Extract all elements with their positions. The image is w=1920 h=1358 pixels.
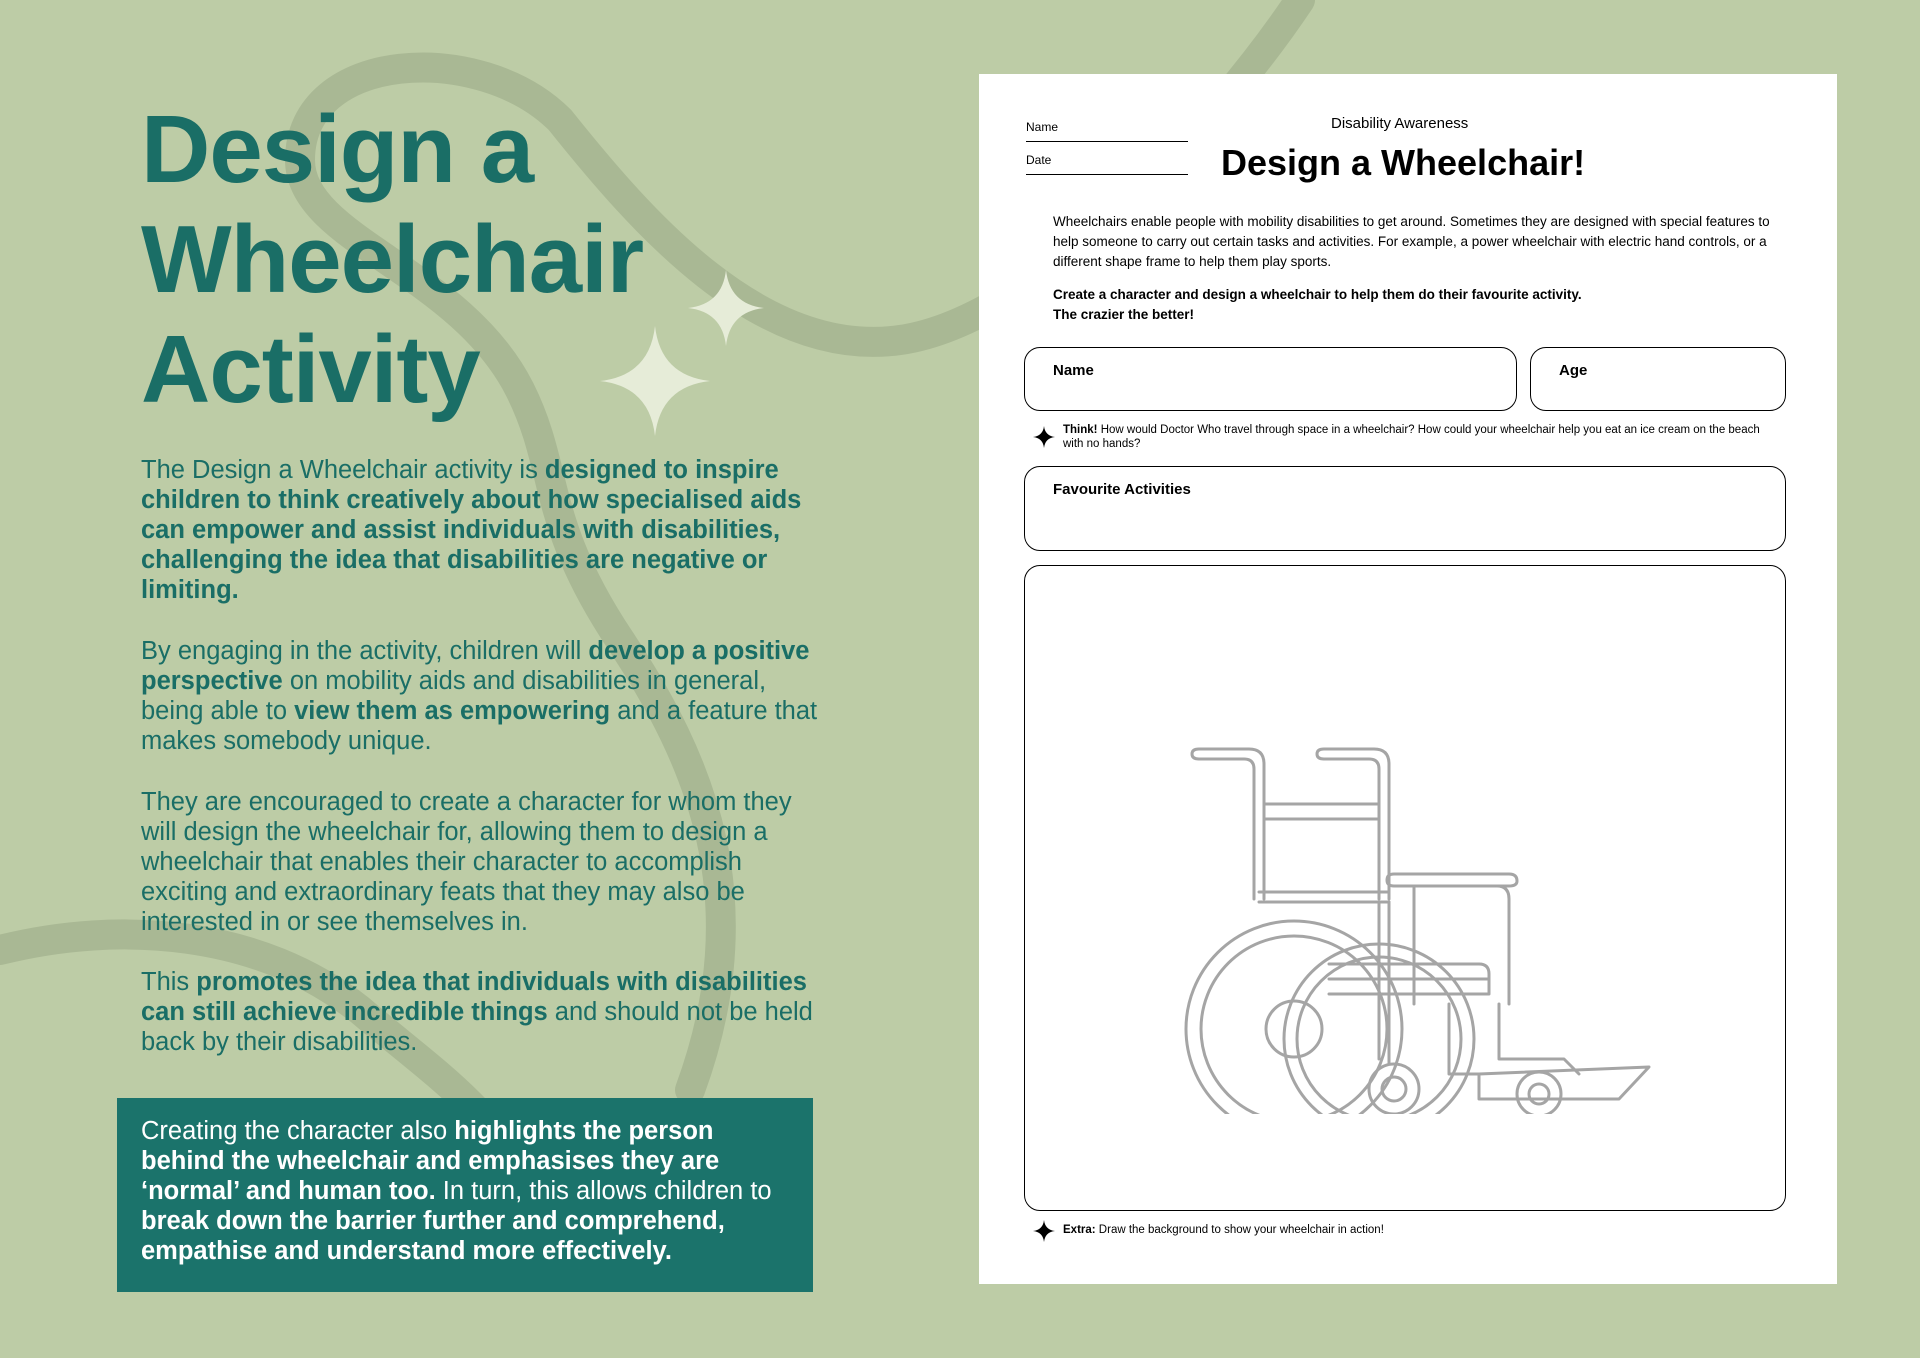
- intro-paragraph: [141, 455, 831, 605]
- title-line-3: Activity: [141, 316, 480, 423]
- think-note: [1063, 423, 1783, 451]
- age-box-label: Age: [1559, 362, 1588, 379]
- title-line-2: Wheelchair: [141, 206, 644, 313]
- name-box[interactable]: [1024, 347, 1517, 411]
- promotes-paragraph: [141, 967, 831, 1057]
- name-box-label: Name: [1053, 362, 1094, 379]
- worksheet-title: Design a Wheelchair!: [1221, 142, 1586, 183]
- bold-text-run: develop a positive perspective: [141, 637, 810, 695]
- worksheet-intro: Wheelchairs enable people with mobility disabilities to get around. Sometimes they are designed with special features to help someone to carry out certain tasks and activities. For example, a power wheelchair with electric hand controls, or a different shape frame to help them play sports.: [1053, 214, 1770, 269]
- date-label: Date: [1026, 153, 1052, 167]
- date-line: [1026, 174, 1188, 175]
- prompt-line-2: The crazier the better!: [1053, 307, 1195, 322]
- bold-text-run: break down the barrier further and comprehend, empathise and understand more effectively.: [141, 1207, 725, 1265]
- star-icon: [1033, 1220, 1055, 1242]
- favourite-activities-box[interactable]: [1024, 466, 1786, 551]
- name-label: Name: [1026, 120, 1059, 134]
- text-run: and a feature that makes somebody unique.: [141, 697, 818, 755]
- think-bold: Think!: [1063, 424, 1098, 436]
- callout-box: [117, 1098, 813, 1292]
- star-icon: [1033, 426, 1055, 448]
- character-paragraph: They are encouraged to create a character for whom they will design the wheelchair for, allowing them to design a wheelchair that enables their character to accomplish exciting and extraordinary feats that they may also be interested in or see themselves in.: [141, 788, 792, 936]
- text-run: The Design a Wheelchair activity is: [141, 456, 545, 484]
- prompt-line-1: Create a character and design a wheelchair to help them do their favourite activity.: [1053, 287, 1582, 302]
- wheelchair-illustration: [1179, 674, 1669, 1114]
- name-line: [1026, 141, 1188, 142]
- text-run: This: [141, 968, 197, 996]
- bold-text-run: highlights the person behind the wheelchair and emphasises they are ‘normal’ and human too.: [141, 1117, 720, 1205]
- text-run: and should not be held back by their disabilities.: [141, 998, 813, 1056]
- text-run: In turn, this allows children to: [435, 1177, 772, 1205]
- worksheet-subject: Disability Awareness: [1331, 115, 1469, 132]
- extra-text: Draw the background to show your wheelchair in action!: [1095, 1224, 1384, 1236]
- sparkle-small-icon: [688, 270, 764, 346]
- left-panel: [141, 95, 841, 425]
- text-run: on mobility aids and disabilities in general, being able to: [141, 667, 767, 725]
- text-run: Creating the character also: [141, 1117, 455, 1145]
- title-line-1: Design a: [141, 96, 534, 203]
- perspective-paragraph: [141, 636, 831, 756]
- extra-note: [1063, 1224, 1384, 1236]
- main-title: [141, 95, 841, 425]
- worksheet-prompt: [1053, 285, 1783, 325]
- worksheet-page: [979, 74, 1837, 1284]
- bold-text-run: designed to inspire children to think creatively about how specialised aids can empower and assist individuals with disabilities, challenging the idea that disabilities are negative or limiting.: [141, 456, 802, 604]
- bold-text-run: promotes the idea that individuals with disabilities can still achieve incredible things: [141, 968, 807, 1026]
- text-run: By engaging in the activity, children will: [141, 637, 589, 665]
- age-box[interactable]: [1530, 347, 1786, 411]
- bold-text-run: view them as empowering: [294, 697, 611, 725]
- think-text: How would Doctor Who travel through space in a wheelchair? How could your wheelchair help you eat an ice cream on the beach with no hands?: [1063, 424, 1760, 450]
- extra-bold: Extra:: [1063, 1224, 1096, 1236]
- favourite-activities-label: Favourite Activities: [1053, 481, 1191, 498]
